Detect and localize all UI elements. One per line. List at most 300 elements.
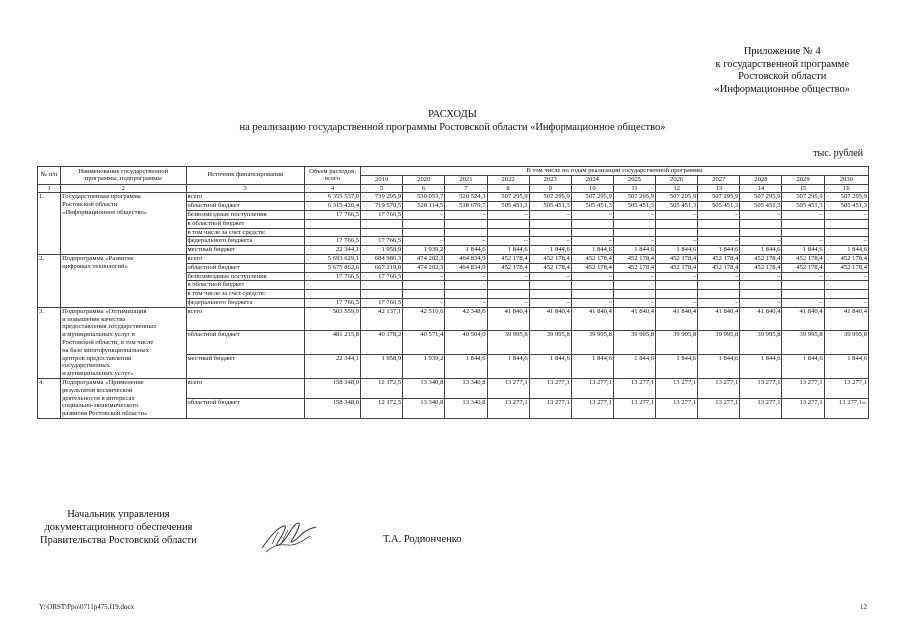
year-amount: 17 766,5: [361, 298, 403, 307]
year-amount: 507 295,9: [529, 193, 571, 202]
year-amount: 507 295,9: [656, 193, 698, 202]
units-label: тыс. рублей: [813, 148, 863, 159]
funding-source: областной бюджет: [186, 263, 304, 272]
year-amount: 505 451,3: [613, 202, 655, 211]
header-total: Объем расходов, всего: [304, 167, 360, 185]
year-amount: 507 295,9: [487, 193, 529, 202]
year-amount: –: [656, 272, 698, 281]
year-amount: –: [529, 272, 571, 281]
year-amount: 1 844,6: [824, 355, 868, 379]
program-name-line: результатов космической: [62, 386, 133, 394]
column-number: 1: [38, 184, 61, 193]
year-amount: –: [613, 272, 655, 281]
year-amount: [403, 228, 445, 237]
year-amount: 1 844,6: [529, 355, 571, 379]
year-amount: 39 995,8: [782, 331, 824, 355]
year-amount: –: [571, 272, 613, 281]
year-amount: 464 834,9: [445, 254, 487, 263]
year-amount: [571, 290, 613, 299]
year-amount: –: [824, 210, 868, 219]
year-amount: 41 840,4: [698, 307, 740, 331]
year-amount: –: [529, 298, 571, 307]
year-amount: 1 844,6: [529, 246, 571, 255]
program-number: 1.: [38, 193, 61, 255]
year-amount: 1 844,6: [613, 355, 655, 379]
funding-source: всего: [186, 378, 304, 398]
year-amount: 452 178,4: [529, 263, 571, 272]
year-amount: [571, 228, 613, 237]
program-number: 2.: [38, 254, 61, 307]
signature-block: [40, 508, 197, 547]
column-number: 16: [824, 184, 868, 193]
program-name: [61, 307, 186, 378]
total-amount: 17 766,5: [304, 298, 360, 307]
year-amount: 1 844,6: [613, 246, 655, 255]
year-amount: 530 053,7: [403, 193, 445, 202]
signature-title-line: Правительства Ростовской области: [40, 535, 197, 546]
page-number: 12: [860, 603, 867, 611]
program-name-line: деятельности в интересах: [62, 394, 135, 402]
funding-source: местный бюджет: [186, 355, 304, 379]
funding-source: местный бюджет: [186, 246, 304, 255]
year-amount: 452 178,4: [529, 254, 571, 263]
year-amount: 39 995,8: [656, 331, 698, 355]
total-amount: 5 675 862,6: [304, 263, 360, 272]
year-amount: [403, 290, 445, 299]
year-amount: 505 451,3: [740, 202, 782, 211]
year-amount: 1 939,2: [403, 246, 445, 255]
year-amount: [824, 290, 868, 299]
program-name-line: Ростовской области: [62, 201, 118, 209]
year-amount: 1 958,9: [361, 355, 403, 379]
year-amount: 39 995,8: [571, 331, 613, 355]
year-amount: 507 295,9: [782, 193, 824, 202]
funding-source: в том числе за счет средств:: [186, 228, 304, 237]
funding-source: всего: [186, 193, 304, 202]
year-amount: 507 295,9: [824, 193, 868, 202]
year-amount: 13 277,1: [656, 378, 698, 398]
year-amount: 41 840,4: [656, 307, 698, 331]
column-number-row: [38, 184, 869, 193]
year-amount: 474 202,3: [403, 254, 445, 263]
year-amount: 505 451,3: [529, 202, 571, 211]
year-amount: 41 840,4: [487, 307, 529, 331]
year-amount: –: [782, 272, 824, 281]
total-amount: 6 315 426,4: [304, 202, 360, 211]
year-amount: –: [782, 237, 824, 246]
column-number: 2: [61, 184, 186, 193]
year-amount: –: [487, 210, 529, 219]
year-amount: 13 340,8: [403, 378, 445, 398]
year-header: 2023: [529, 175, 571, 184]
year-amount: [445, 219, 487, 228]
year-amount: [782, 228, 824, 237]
year-amount: –: [740, 272, 782, 281]
year-amount: 13 277,1: [571, 398, 613, 418]
total-amount: 158 348,0: [304, 378, 360, 398]
year-amount: 40 178,2: [361, 331, 403, 355]
year-amount: 1 844,6: [782, 246, 824, 255]
year-amount: 1 844,6: [445, 246, 487, 255]
year-amount: 13 277,1: [698, 378, 740, 398]
year-amount: –: [656, 210, 698, 219]
year-amount: 13 277,1: [698, 398, 740, 418]
year-header: 2019: [361, 175, 403, 184]
year-amount: [487, 228, 529, 237]
year-amount: 507 295,9: [571, 193, 613, 202]
year-amount: 41 840,4: [613, 307, 655, 331]
year-amount: 452 178,4: [824, 254, 868, 263]
column-number: 6: [403, 184, 445, 193]
year-amount: 1 844,6: [487, 355, 529, 379]
column-number: 7: [445, 184, 487, 193]
year-amount: 12 172,5: [361, 378, 403, 398]
year-amount: [740, 228, 782, 237]
column-number: 4: [304, 184, 360, 193]
year-amount: 13 277,1: [571, 378, 613, 398]
year-amount: 39 995,8: [613, 331, 655, 355]
year-header: 2021: [445, 175, 487, 184]
year-amount: –: [403, 272, 445, 281]
year-amount: –: [698, 298, 740, 307]
column-number: 10: [571, 184, 613, 193]
year-amount: 41 840,4: [529, 307, 571, 331]
year-amount: 13 277,1: [740, 398, 782, 418]
total-amount: [304, 290, 360, 299]
program-name-line: на базе многофункциональных: [62, 346, 150, 354]
year-amount: 13 277,1: [613, 378, 655, 398]
year-amount: 42 137,1: [361, 307, 403, 331]
year-amount: 474 202,3: [403, 263, 445, 272]
program-name-line: Подпрограмма «Применение: [62, 378, 144, 386]
year-amount: [529, 228, 571, 237]
year-amount: 13 277,1: [613, 398, 655, 418]
year-amount: 1 844,6: [782, 355, 824, 379]
year-amount: –: [487, 272, 529, 281]
year-amount: [361, 290, 403, 299]
total-amount: [304, 219, 360, 228]
funding-source: всего: [186, 307, 304, 331]
year-amount: 13 277,1: [824, 378, 868, 398]
header-row: [38, 167, 869, 176]
year-amount: 39 995,8: [740, 331, 782, 355]
program-name: [61, 193, 186, 255]
year-amount: 13 277,1: [782, 398, 824, 418]
total-amount: 5 693 629,1: [304, 254, 360, 263]
column-number: 15: [782, 184, 824, 193]
year-amount: 42 348,6: [445, 307, 487, 331]
funding-source: безвозмездные поступления: [186, 210, 304, 219]
year-amount: [740, 219, 782, 228]
year-amount: 1 958,9: [361, 246, 403, 255]
year-amount: 40 504,0: [445, 331, 487, 355]
year-amount: 667 219,8: [361, 263, 403, 272]
signature-title-line: документационного обеспечения: [44, 522, 193, 533]
program-name: [61, 254, 186, 307]
year-amount: 17 766,5: [361, 272, 403, 281]
year-amount: 13 277,1: [740, 378, 782, 398]
year-amount: 13 340,8: [445, 378, 487, 398]
appendix-header: [715, 46, 850, 96]
program-name-line: социально-экономического: [62, 402, 139, 410]
year-amount: [529, 290, 571, 299]
year-amount: [571, 281, 613, 290]
header-source: Источник финансирования: [186, 167, 304, 185]
funding-source: всего: [186, 254, 304, 263]
year-amount: [403, 219, 445, 228]
year-amount: 528 114,5: [403, 202, 445, 211]
year-amount: –: [782, 298, 824, 307]
year-amount: 39 995,8: [698, 331, 740, 355]
year-amount: 1 844,6: [445, 355, 487, 379]
year-amount: –: [403, 237, 445, 246]
year-amount: 505 451,3: [698, 202, 740, 211]
year-amount: –: [613, 237, 655, 246]
year-amount: 505 451,3: [656, 202, 698, 211]
year-header: 2025: [613, 175, 655, 184]
total-amount: 481 215,8: [304, 331, 360, 355]
year-amount: 13 277,1: [529, 398, 571, 418]
total-amount: 17 766,5: [304, 210, 360, 219]
year-amount: –: [403, 298, 445, 307]
appendix-line: к государственной программе: [715, 58, 849, 70]
year-amount: 507 295,9: [740, 193, 782, 202]
year-amount: 452 178,4: [487, 254, 529, 263]
year-amount: 13 277,1: [487, 378, 529, 398]
year-amount: 505 451,3: [824, 202, 868, 211]
year-header: 2027: [698, 175, 740, 184]
year-amount: [529, 219, 571, 228]
program-name-line: Подпрограмма «Оптимизация: [62, 307, 147, 315]
year-amount: 1 939,2: [403, 355, 445, 379]
funding-source: в том числе за счет средств:: [186, 290, 304, 299]
year-amount: [445, 228, 487, 237]
program-name-line: и муниципальных услуг»: [62, 370, 134, 378]
program-name-line: развития Ростовской области»: [62, 410, 148, 418]
year-amount: 452 178,4: [824, 263, 868, 272]
funding-source: областной бюджет: [186, 331, 304, 355]
table-row: [38, 254, 869, 263]
year-amount: 1 844,6: [740, 246, 782, 255]
year-amount: –: [698, 272, 740, 281]
year-amount: 505 451,3: [571, 202, 613, 211]
program-name-line: и повышение качества: [62, 315, 126, 323]
year-amount: 1 844,6: [740, 355, 782, 379]
column-number: 8: [487, 184, 529, 193]
year-amount: 452 178,4: [487, 263, 529, 272]
year-amount: [656, 290, 698, 299]
year-amount: 505 451,3: [487, 202, 529, 211]
header-name: Наименование государственной программы, подпрограммы: [61, 167, 186, 185]
year-header: 2026: [656, 175, 698, 184]
program-name-line: и муниципальных услуг в: [62, 331, 135, 339]
year-amount: [361, 281, 403, 290]
program-name-line: Ростовской области, в том числе: [62, 338, 154, 346]
year-amount: 17 766,5: [361, 237, 403, 246]
year-amount: 507 295,9: [698, 193, 740, 202]
year-amount: 13 277,1: [529, 378, 571, 398]
year-amount: –: [613, 210, 655, 219]
year-header: 2030: [824, 175, 868, 184]
year-amount: 1 844,6: [824, 246, 868, 255]
year-amount: 719 570,5: [361, 202, 403, 211]
year-amount: –: [740, 210, 782, 219]
program-name-line: предоставления государственных: [62, 323, 157, 331]
year-amount: [613, 219, 655, 228]
year-amount: –: [571, 210, 613, 219]
year-amount: 452 178,4: [698, 254, 740, 263]
year-amount: 1 844,6: [656, 246, 698, 255]
year-amount: 41 840,4: [782, 307, 824, 331]
year-amount: [782, 219, 824, 228]
year-amount: [698, 228, 740, 237]
total-amount: 22 344,1: [304, 355, 360, 379]
year-amount: 1 844,6: [571, 246, 613, 255]
year-amount: 13 277,1: [782, 378, 824, 398]
year-amount: [361, 228, 403, 237]
year-header: 2022: [487, 175, 529, 184]
year-amount: 13 340,8: [403, 398, 445, 418]
year-header: 2020: [403, 175, 445, 184]
year-amount: 452 178,4: [613, 254, 655, 263]
year-amount: –: [740, 237, 782, 246]
year-amount: –: [824, 272, 868, 281]
year-amount: 17 766,5: [361, 210, 403, 219]
year-amount: 452 178,4: [740, 263, 782, 272]
year-amount: 1 844,6: [698, 355, 740, 379]
document-title: [0, 108, 905, 134]
appendix-line: «Информационное общество»: [714, 83, 850, 95]
year-amount: 452 178,4: [782, 254, 824, 263]
year-amount: 41 840,4: [740, 307, 782, 331]
program-name-line: Государственная программа: [62, 193, 141, 201]
year-amount: 13 277,1».: [824, 398, 868, 418]
year-amount: [487, 219, 529, 228]
year-amount: –: [613, 298, 655, 307]
year-amount: 452 178,4: [656, 254, 698, 263]
year-amount: [656, 228, 698, 237]
year-amount: –: [487, 237, 529, 246]
title-line: РАСХОДЫ: [428, 109, 477, 120]
year-amount: [740, 290, 782, 299]
year-amount: [824, 281, 868, 290]
year-amount: [403, 281, 445, 290]
year-header: 2024: [571, 175, 613, 184]
year-amount: 452 178,4: [782, 263, 824, 272]
year-amount: 452 178,4: [571, 263, 613, 272]
header-years-caption: В том числе по годам реализации государственной программы: [361, 167, 869, 176]
year-amount: 452 178,4: [740, 254, 782, 263]
program-name-line: Подпрограмма «Развитие: [62, 254, 134, 262]
column-number: 11: [613, 184, 655, 193]
signature-title-line: Начальник управления: [67, 509, 170, 520]
year-amount: 452 178,4: [656, 263, 698, 272]
total-amount: [304, 228, 360, 237]
year-amount: [613, 290, 655, 299]
year-amount: –: [656, 237, 698, 246]
year-amount: [445, 290, 487, 299]
year-amount: 452 178,4: [571, 254, 613, 263]
year-amount: 1 844,6: [656, 355, 698, 379]
year-amount: [487, 281, 529, 290]
total-amount: 17 766,5: [304, 272, 360, 281]
appendix-line: Ростовской области: [738, 71, 827, 82]
year-amount: 452 178,4: [613, 263, 655, 272]
year-amount: 464 834,9: [445, 263, 487, 272]
total-amount: 6 355 537,0: [304, 193, 360, 202]
year-amount: 739 295,9: [361, 193, 403, 202]
year-amount: [487, 290, 529, 299]
year-amount: –: [824, 298, 868, 307]
program-name-line: государственных: [62, 362, 110, 370]
year-amount: –: [571, 237, 613, 246]
year-header: 2028: [740, 175, 782, 184]
year-amount: –: [445, 272, 487, 281]
handwritten-signature: [258, 518, 320, 558]
column-number: 3: [186, 184, 304, 193]
year-amount: 39 995,8: [529, 331, 571, 355]
funding-source: федерального бюджета: [186, 237, 304, 246]
year-amount: –: [445, 210, 487, 219]
year-amount: 41 840,4: [824, 307, 868, 331]
program-name: [61, 378, 186, 418]
funding-source: областной бюджет: [186, 398, 304, 418]
year-amount: –: [824, 237, 868, 246]
year-amount: [529, 281, 571, 290]
year-amount: 452 178,4: [698, 263, 740, 272]
year-amount: 520 524,3: [445, 193, 487, 202]
program-name-line: цифровых технологий»: [62, 262, 128, 270]
year-amount: [445, 281, 487, 290]
year-amount: [698, 219, 740, 228]
year-amount: 42 510,6: [403, 307, 445, 331]
year-amount: 41 840,4: [571, 307, 613, 331]
year-amount: [571, 219, 613, 228]
year-amount: –: [445, 237, 487, 246]
year-amount: 13 340,8: [445, 398, 487, 418]
year-amount: –: [529, 210, 571, 219]
column-number: 12: [656, 184, 698, 193]
year-amount: –: [740, 298, 782, 307]
year-amount: [361, 219, 403, 228]
program-name-line: «Информационное общество»: [62, 208, 148, 216]
program-name-line: центров предоставления: [62, 354, 132, 362]
year-amount: [656, 281, 698, 290]
year-amount: –: [571, 298, 613, 307]
year-amount: 1 844,6: [571, 355, 613, 379]
year-amount: 39 995,8: [487, 331, 529, 355]
table-body: [38, 193, 869, 419]
year-amount: 13 277,1: [656, 398, 698, 418]
year-amount: [824, 219, 868, 228]
column-number: 13: [698, 184, 740, 193]
year-amount: 518 679,7: [445, 202, 487, 211]
column-number: 14: [740, 184, 782, 193]
total-amount: 17 766,5: [304, 237, 360, 246]
title-line: на реализацию государственной программы Ростовской области «Информационное общество»: [239, 122, 666, 133]
column-number: 5: [361, 184, 403, 193]
funding-source: федерального бюджета: [186, 298, 304, 307]
signer-name: Т.А. Родионченко: [383, 534, 462, 545]
year-amount: –: [445, 298, 487, 307]
year-amount: –: [698, 210, 740, 219]
table-row: [38, 378, 869, 398]
year-amount: 1 844,6: [698, 246, 740, 255]
year-amount: [782, 290, 824, 299]
year-amount: [698, 281, 740, 290]
table-row: [38, 193, 869, 202]
year-amount: [740, 281, 782, 290]
